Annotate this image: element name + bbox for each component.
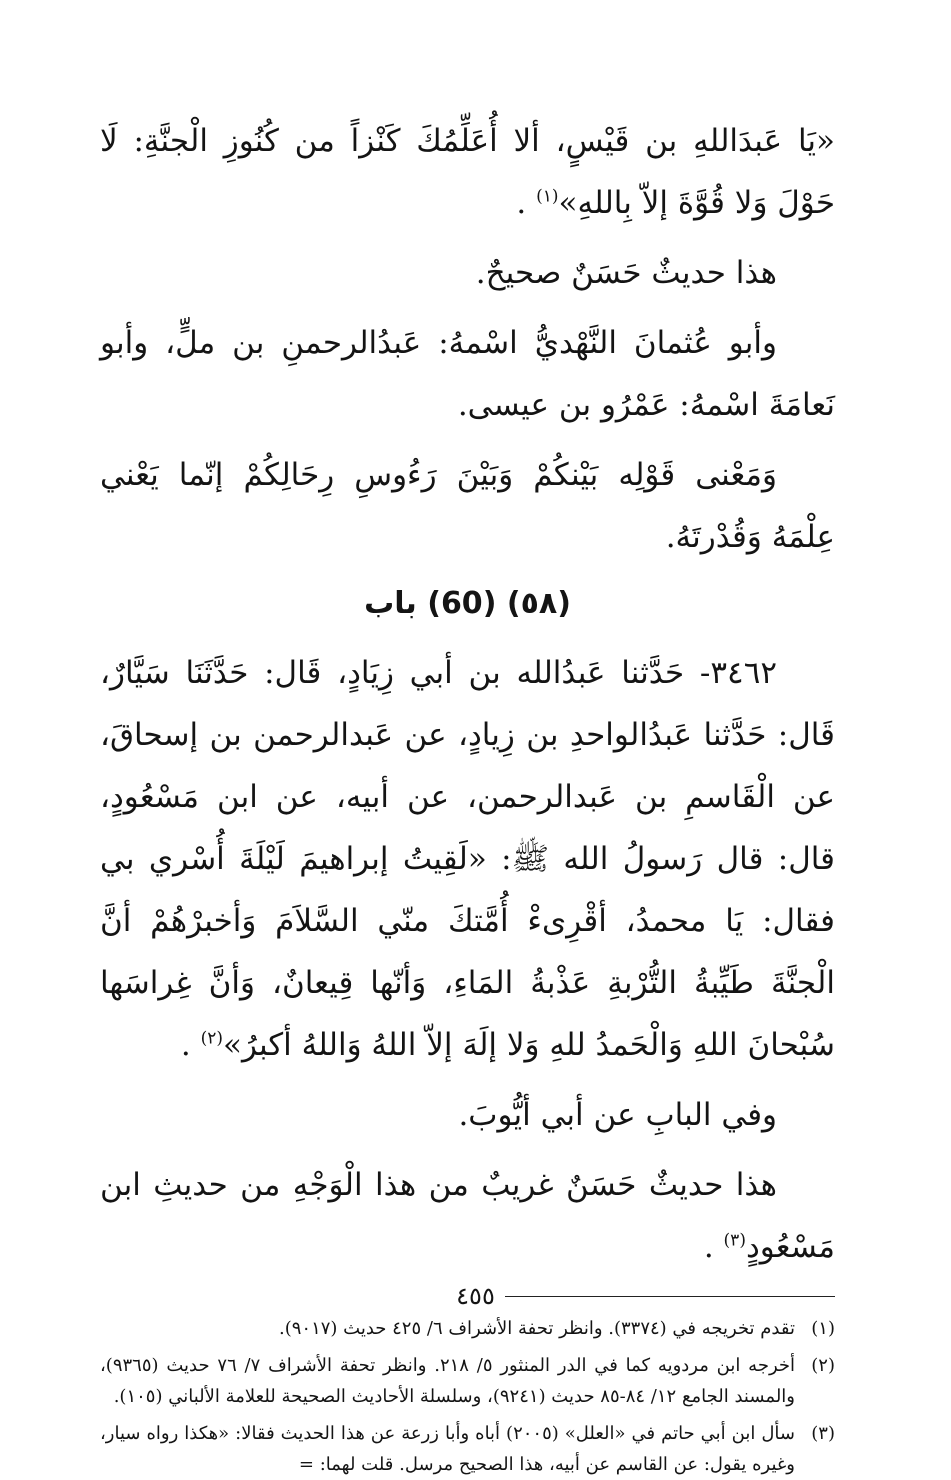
- footnote-number: (٣): [811, 1423, 835, 1444]
- hadith-3462-paragraph: [100, 642, 835, 1076]
- narrator-names-paragraph: وأبو عُثمانَ النَّهْديُّ اسْمهُ: عَبدُالرحمنِ بن ملٍّ، وأبو نَعامَةَ اسْمهُ: عَمْرُو بن عيسى.: [100, 325, 835, 423]
- paragraph-end: .: [180, 1027, 201, 1063]
- footnote-text: أخرجه ابن مردويه كما في الدر المنثور ٥/ ٢١٨. وانظر تحفة الأشراف ٧/ ٧٦ حديث (٩٣٦٥)، والمسند الجامع ١٢/ ٨٤-٨٥ حديث (٩٢٤١)، وسلسلة الأحاديث الصحيحة للعلامة الألباني (١٠٥).: [100, 1355, 796, 1407]
- footnote-ref-3[interactable]: (٣): [723, 1230, 746, 1251]
- footnote-1: [100, 1313, 835, 1344]
- chapter-note-paragraph: وفي البابِ عن أبي أيُّوبَ.: [458, 1097, 777, 1133]
- footnote-text: تقدم تخريجه في (٣٣٧٤). وانظر تحفة الأشراف ٦/ ٤٢٥ حديث (٩٠١٧).: [278, 1318, 795, 1339]
- chapter-heading: (٥٨) (60) باب: [364, 586, 571, 621]
- footnote-3: [100, 1418, 835, 1480]
- footnote-ref-2[interactable]: (٢): [200, 1028, 223, 1049]
- meaning-paragraph: وَمَعْنى قَوْلِه بَيْنكُمْ وَبَيْنَ رَءُوسِ رِحَالِكُمْ إنّما يَعْني عِلْمَهُ وَقُدْرتَهُ.: [100, 457, 835, 555]
- footnotes: [100, 1313, 835, 1480]
- hadith-text: «يَا عَبدَاللهِ بن قَيْسٍ، ألا أُعَلِّمُكَ كَنْزاً من كُنُوزِ الْجنَّةِ: لَا حَوْلَ وَلا قُوَّةَ إلاّ بِاللهِ»: [100, 123, 835, 221]
- footnote-ref-1[interactable]: (١): [536, 186, 559, 207]
- page-body: [100, 110, 835, 1475]
- grading-paragraph-2: [100, 1154, 835, 1278]
- footnote-number: (٢): [811, 1355, 835, 1376]
- footnote-2: [100, 1350, 835, 1412]
- page-number: ٤٥٥: [456, 1282, 495, 1310]
- grading-paragraph: هذا حديثٌ حَسَنٌ صحيحٌ.: [475, 255, 777, 291]
- hadith-text-paragraph: [100, 110, 835, 234]
- paragraph-end: .: [703, 1229, 724, 1265]
- paragraph-end: .: [516, 185, 537, 221]
- footnote-text: سأل ابن أبي حاتم في «العلل» (٢٠٠٥) أباه وأبا زرعة عن هذا الحديث فقالا: «هكذا رواه سيار، وغيره يقول: عن القاسم عن أبيه، هذا الصحيح مرسل. قلت لهما: =: [100, 1423, 795, 1475]
- footnote-number: (١): [811, 1318, 835, 1339]
- hadith-3462-text: ٣٤٦٢- حَدَّثنا عَبدُالله بن أبي زِيَادٍ، قَال: حَدَّثَنَا سَيَّارٌ، قَال: حَدَّثنا عَبدُالواحدِ بن زِيادٍ، عن عَبدالرحمن بن إسحاقَ، عن الْقَاسمِ بن عَبدالرحمن، عن أبيه، عن ابن مَسْعُودٍ، قال: قال رَسولُ الله ﷺ: «لَقِيتُ إبراهيمَ لَيْلَةَ أُسْري بي فقال: يَا محمدُ، أقْرِىءْ أُمَّتكَ منّي السَّلاَمَ وَأخبرْهُمْ أنَّ الْجنَّةَ طَيِّبةُ التُّرْبةِ عَذْبةُ المَاءِ، وَأنّها قِيعانٌ، وَأنَّ غِراسَها سُبْحانَ اللهِ وَالْحَمدُ للهِ وَلا إلَهَ إلاّ اللهُ وَاللهُ أكبرُ»: [100, 655, 835, 1063]
- grading-text: هذا حديثٌ حَسَنٌ غريبٌ من هذا الْوَجْهِ من حديثِ ابن مَسْعُودٍ: [100, 1167, 835, 1265]
